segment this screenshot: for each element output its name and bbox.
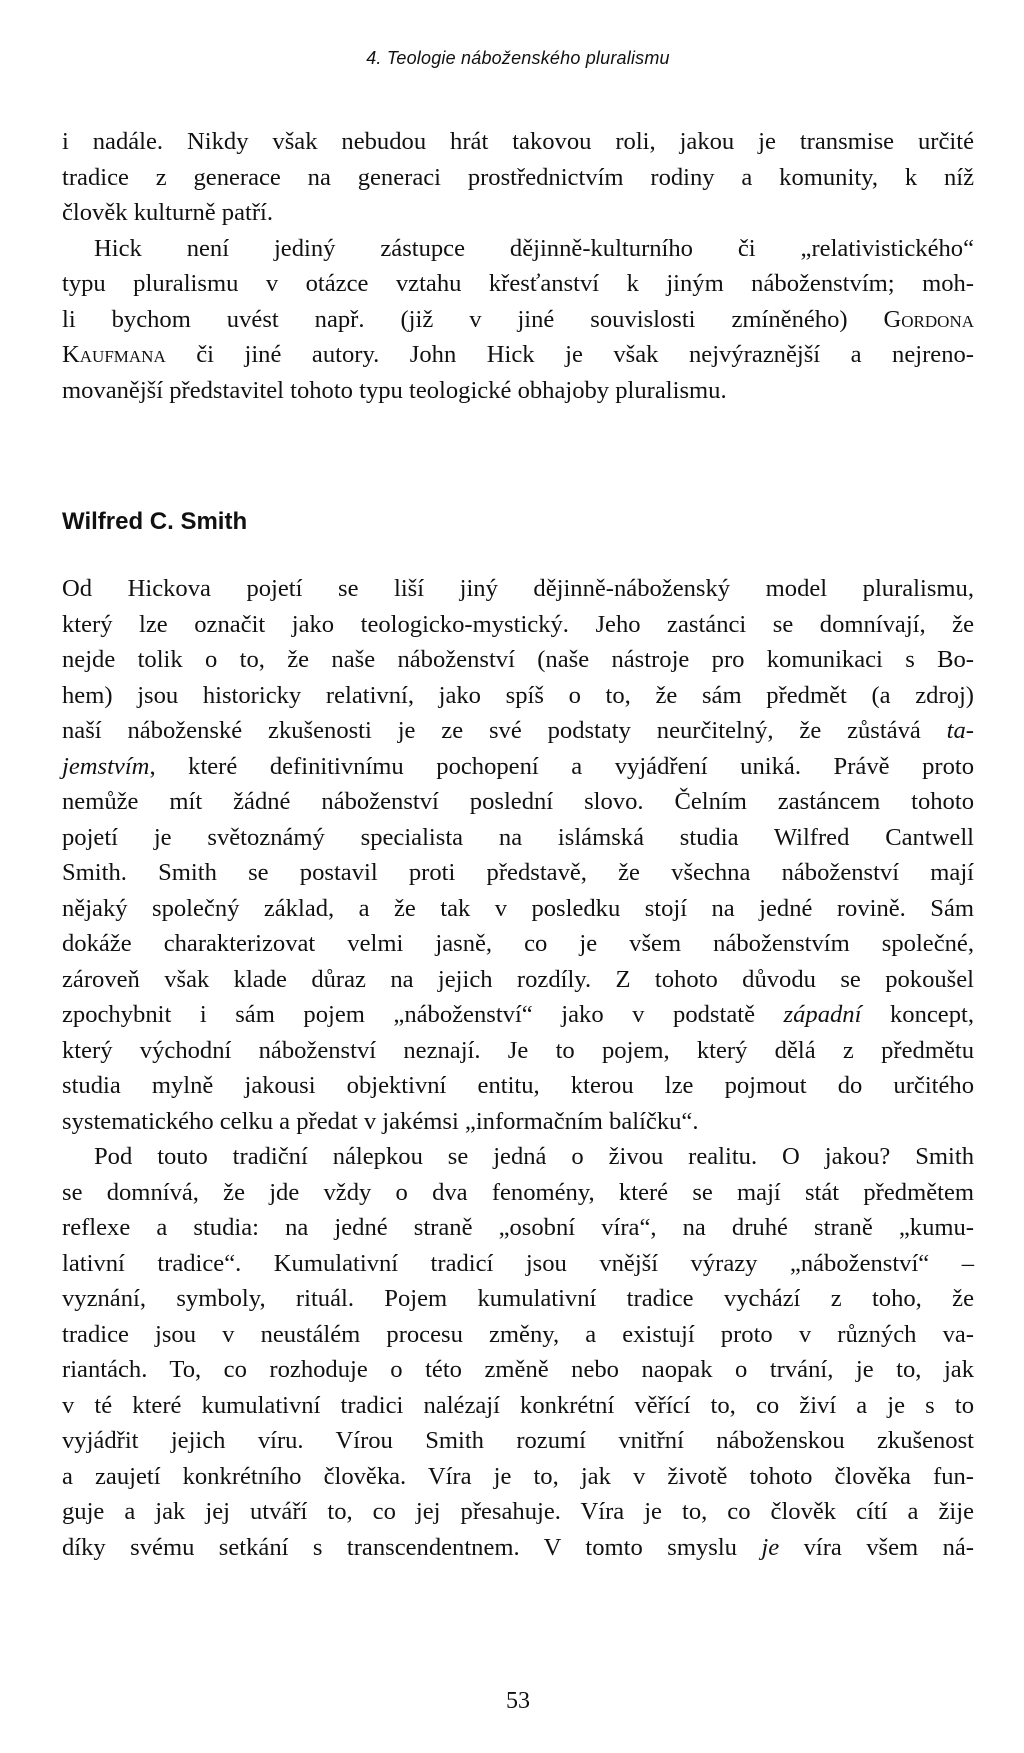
text-block-intro [62, 124, 974, 408]
text-line [62, 713, 974, 749]
emphasis: ta- [946, 717, 974, 744]
text-line: Smith. Smith se postavil proti představě, že všechna náboženství mají [62, 859, 974, 886]
text-line: pojetí je světoznámý specialista na islámská studia Wilfred Cantwell [62, 823, 974, 851]
text-line: nějaký společný základ, a že tak v posledku stojí na jedné rovině. Sám [62, 894, 974, 922]
text-span: díky svému setkání s transcendentnem. V tomto smyslu [62, 1533, 762, 1561]
text-line: který východní náboženství neznají. Je to pojem, který dělá z předmětu [62, 1036, 974, 1064]
text-line: hem) jsou historicky relativní, jako spíš o to, že sám předmět (a zdroj) [62, 681, 974, 709]
text-line: riantách. To, co rozhoduje o této změně nebo naopak o trvání, je to, jak [62, 1356, 974, 1383]
author-name-smallcaps: Kaufmana [62, 341, 166, 368]
text-span: zpochybnit i sám pojem „náboženství“ jako v podstatě [62, 1001, 784, 1028]
page-number: 53 [506, 1688, 530, 1714]
text-span: víra všem ná- [779, 1533, 974, 1561]
author-name-smallcaps: Gordona [883, 305, 974, 333]
text-line: i nadále. Nikdy však nebudou hrát takovou roli, jakou je transmise určité [62, 128, 974, 155]
text-line: vyznání, symboly, rituál. Pojem kumulativní tradice vychází z toho, že [62, 1285, 974, 1312]
text-span: , které definitivnímu pochopení a vyjádření uniká. Právě proto [149, 752, 974, 780]
text-span: koncept, [861, 1001, 974, 1028]
text-line: v té které kumulativní tradici nalézají konkrétní věřící to, co živí a je s to [62, 1391, 974, 1419]
text-line: Od Hickova pojetí se liší jiný dějinně-náboženský model pluralismu, [62, 575, 974, 602]
text-line: nemůže mít žádné náboženství poslední slovo. Čelním zastáncem tohoto [62, 788, 974, 815]
text-line: systematického celku a předat v jakémsi „informačním balíčku“. [62, 1107, 699, 1135]
text-line: nejde tolik o to, že naše náboženství (naše nástroje pro komunikaci s Bo- [62, 646, 974, 673]
section-heading: Wilfred C. Smith [62, 508, 248, 535]
text-line [62, 337, 974, 373]
text-span: li bychom uvést např. (již v jiné souvislosti zmíněného) [62, 305, 884, 333]
text-span: naší náboženské zkušenosti je ze své podstaty neurčitelný, že zůstává [62, 717, 947, 744]
text-line: člověk kulturně patří. [62, 199, 274, 226]
text-line: zároveň však klade důraz na jejich rozdíly. Z tohoto důvodu se pokoušel [62, 965, 974, 993]
text-span: či jiné autory. John Hick je však nejvýraznější a nejreno- [165, 341, 974, 368]
running-header: 4. Teologie náboženského pluralismu [366, 48, 670, 68]
text-line: dokáže charakterizovat velmi jasně, co je všem náboženstvím společné, [62, 930, 974, 957]
text-line: Pod touto tradiční nálepkou se jedná o živou realitu. O jakou? Smith [94, 1143, 974, 1170]
text-line: movanější představitel tohoto typu teologické obhajoby pluralismu. [62, 376, 727, 404]
book-page [62, 0, 974, 1753]
text-line: lativní tradice“. Kumulativní tradicí jsou vnější výrazy „náboženství“ – [62, 1249, 974, 1277]
text-line [62, 302, 974, 338]
text-line: který lze označit jako teologicko-mystický. Jeho zastánci se domnívají, že [62, 610, 974, 638]
emphasis: jemstvím [62, 752, 150, 780]
text-line: Hick není jediný zástupce dějinně-kulturního či „relativistického“ [94, 234, 974, 262]
emphasis: západní [783, 1001, 862, 1028]
text-line [62, 749, 974, 785]
text-line: a zaujetí konkrétního člověka. Víra je to, jak v životě tohoto člověka fun- [62, 1462, 974, 1490]
text-line: studia mylně jakousi objektivní entitu, kterou lze pojmout do určitého [62, 1072, 974, 1099]
text-line: typu pluralismu v otázce vztahu křesťanství k jiným náboženstvím; moh- [62, 270, 974, 297]
text-line [62, 1530, 974, 1566]
text-block-smith [62, 571, 974, 1565]
text-line: guje a jak jej utváří to, co jej přesahuje. Víra je to, co člověk cítí a žije [62, 1498, 974, 1525]
text-line: reflexe a studia: na jedné straně „osobní víra“, na druhé straně „kumu- [62, 1214, 974, 1241]
text-line: vyjádřit jejich víru. Vírou Smith rozumí vnitřní náboženskou zkušenost [62, 1427, 974, 1454]
text-line: se domnívá, že jde vždy o dva fenomény, které se mají stát předmětem [62, 1178, 974, 1206]
emphasis: je [761, 1533, 780, 1561]
text-line: tradice jsou v neustálém procesu změny, a existují proto v různých va- [62, 1320, 974, 1348]
text-line [62, 997, 974, 1033]
text-line: tradice z generace na generaci prostřednictvím rodiny a komunity, k níž [62, 163, 974, 191]
